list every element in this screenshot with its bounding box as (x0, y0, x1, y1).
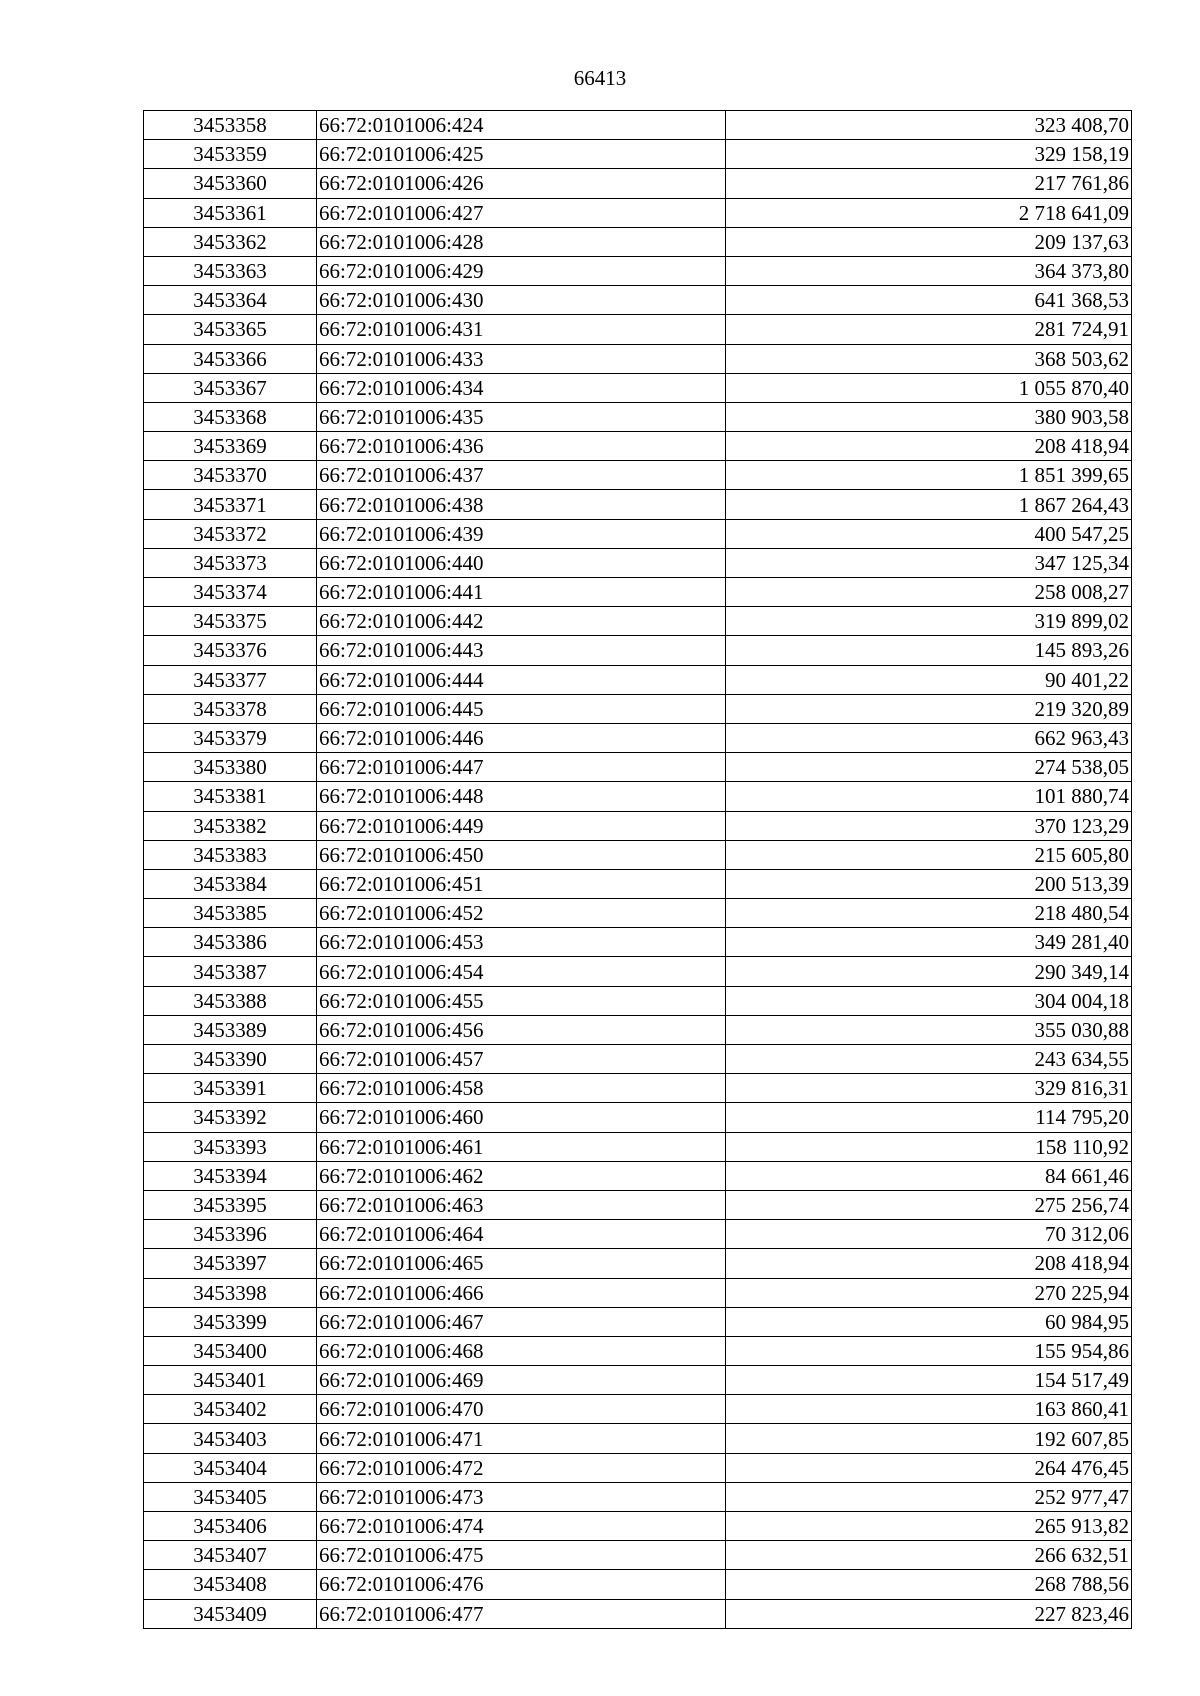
cadastral-value-cell: 219 320,89 (726, 694, 1132, 723)
cadastral-number-cell: 66:72:0101006:448 (317, 782, 726, 811)
cadastral-number-cell: 66:72:0101006:462 (317, 1161, 726, 1190)
cadastral-number-cell: 66:72:0101006:446 (317, 723, 726, 752)
cadastral-number-cell: 66:72:0101006:449 (317, 811, 726, 840)
table-row (144, 461, 1132, 490)
cadastral-number-cell: 66:72:0101006:467 (317, 1307, 726, 1336)
cadastral-value-cell: 281 724,91 (726, 315, 1132, 344)
record-number-cell: 3453407 (144, 1541, 317, 1570)
cadastral-number-cell: 66:72:0101006:450 (317, 840, 726, 869)
cadastral-value-cell: 101 880,74 (726, 782, 1132, 811)
cadastral-value-cell: 268 788,56 (726, 1570, 1132, 1599)
cadastral-value-cell: 266 632,51 (726, 1541, 1132, 1570)
cadastral-value-cell: 84 661,46 (726, 1161, 1132, 1190)
record-number-cell: 3453376 (144, 636, 317, 665)
cadastral-value-cell: 323 408,70 (726, 111, 1132, 140)
record-number-cell: 3453361 (144, 198, 317, 227)
table-row (144, 1161, 1132, 1190)
record-number-cell: 3453375 (144, 607, 317, 636)
record-number-cell: 3453367 (144, 373, 317, 402)
record-number-cell: 3453392 (144, 1103, 317, 1132)
cadastral-value-cell: 200 513,39 (726, 869, 1132, 898)
cadastral-number-cell: 66:72:0101006:455 (317, 986, 726, 1015)
cadastral-value-cell: 1 867 264,43 (726, 490, 1132, 519)
cadastral-value-cell: 208 418,94 (726, 1249, 1132, 1278)
cadastral-number-cell: 66:72:0101006:424 (317, 111, 726, 140)
record-number-cell: 3453360 (144, 169, 317, 198)
table-row (144, 286, 1132, 315)
table-row (144, 869, 1132, 898)
table-row (144, 1103, 1132, 1132)
table-row (144, 578, 1132, 607)
table-row (144, 1599, 1132, 1628)
table-row (144, 1570, 1132, 1599)
record-number-cell: 3453370 (144, 461, 317, 490)
cadastral-value-cell: 154 517,49 (726, 1366, 1132, 1395)
cadastral-value-cell: 1 851 399,65 (726, 461, 1132, 490)
record-number-cell: 3453374 (144, 578, 317, 607)
record-number-cell: 3453383 (144, 840, 317, 869)
cadastral-number-cell: 66:72:0101006:429 (317, 256, 726, 285)
table-body (144, 111, 1132, 1629)
record-number-cell: 3453365 (144, 315, 317, 344)
cadastral-number-cell: 66:72:0101006:427 (317, 198, 726, 227)
table-row (144, 1249, 1132, 1278)
cadastral-number-cell: 66:72:0101006:473 (317, 1482, 726, 1511)
record-number-cell: 3453359 (144, 140, 317, 169)
cadastral-value-cell: 304 004,18 (726, 986, 1132, 1015)
record-number-cell: 3453394 (144, 1161, 317, 1190)
cadastral-value-cell: 1 055 870,40 (726, 373, 1132, 402)
cadastral-number-cell: 66:72:0101006:436 (317, 432, 726, 461)
table-row (144, 753, 1132, 782)
table-row (144, 169, 1132, 198)
record-number-cell: 3453384 (144, 869, 317, 898)
record-number-cell: 3453408 (144, 1570, 317, 1599)
cadastral-number-cell: 66:72:0101006:444 (317, 665, 726, 694)
cadastral-value-cell: 155 954,86 (726, 1336, 1132, 1365)
record-number-cell: 3453391 (144, 1074, 317, 1103)
cadastral-value-cell: 319 899,02 (726, 607, 1132, 636)
cadastral-number-cell: 66:72:0101006:461 (317, 1132, 726, 1161)
record-number-cell: 3453400 (144, 1336, 317, 1365)
cadastral-number-cell: 66:72:0101006:434 (317, 373, 726, 402)
cadastral-number-cell: 66:72:0101006:451 (317, 869, 726, 898)
record-number-cell: 3453399 (144, 1307, 317, 1336)
record-number-cell: 3453405 (144, 1482, 317, 1511)
table-row (144, 723, 1132, 752)
cadastral-value-cell: 275 256,74 (726, 1190, 1132, 1219)
cadastral-value-cell: 329 158,19 (726, 140, 1132, 169)
cadastral-number-cell: 66:72:0101006:476 (317, 1570, 726, 1599)
record-number-cell: 3453397 (144, 1249, 317, 1278)
cadastral-number-cell: 66:72:0101006:443 (317, 636, 726, 665)
cadastral-number-cell: 66:72:0101006:471 (317, 1424, 726, 1453)
cadastral-value-cell: 329 816,31 (726, 1074, 1132, 1103)
cadastral-value-cell: 274 538,05 (726, 753, 1132, 782)
cadastral-value-cell: 243 634,55 (726, 1045, 1132, 1074)
cadastral-value-cell: 290 349,14 (726, 957, 1132, 986)
table-row (144, 344, 1132, 373)
record-number-cell: 3453363 (144, 256, 317, 285)
table-row (144, 811, 1132, 840)
table-row (144, 519, 1132, 548)
cadastral-number-cell: 66:72:0101006:439 (317, 519, 726, 548)
table-row (144, 1220, 1132, 1249)
cadastral-number-cell: 66:72:0101006:463 (317, 1190, 726, 1219)
record-number-cell: 3453385 (144, 899, 317, 928)
cadastral-value-cell: 60 984,95 (726, 1307, 1132, 1336)
record-number-cell: 3453358 (144, 111, 317, 140)
cadastral-number-cell: 66:72:0101006:430 (317, 286, 726, 315)
record-number-cell: 3453389 (144, 1015, 317, 1044)
cadastral-number-cell: 66:72:0101006:431 (317, 315, 726, 344)
cadastral-value-cell: 70 312,06 (726, 1220, 1132, 1249)
cadastral-value-cell: 192 607,85 (726, 1424, 1132, 1453)
table-row (144, 957, 1132, 986)
table-row (144, 432, 1132, 461)
table-row (144, 402, 1132, 431)
table-row (144, 1395, 1132, 1424)
cadastral-number-cell: 66:72:0101006:453 (317, 928, 726, 957)
table-row (144, 928, 1132, 957)
cadastral-value-cell: 355 030,88 (726, 1015, 1132, 1044)
record-number-cell: 3453393 (144, 1132, 317, 1161)
table-row (144, 373, 1132, 402)
table-row (144, 665, 1132, 694)
table-row (144, 899, 1132, 928)
table-row (144, 315, 1132, 344)
cadastral-value-cell: 662 963,43 (726, 723, 1132, 752)
table-row (144, 111, 1132, 140)
record-number-cell: 3453387 (144, 957, 317, 986)
cadastral-number-cell: 66:72:0101006:466 (317, 1278, 726, 1307)
cadastral-number-cell: 66:72:0101006:425 (317, 140, 726, 169)
cadastral-number-cell: 66:72:0101006:445 (317, 694, 726, 723)
record-number-cell: 3453366 (144, 344, 317, 373)
record-number-cell: 3453398 (144, 1278, 317, 1307)
cadastral-number-cell: 66:72:0101006:426 (317, 169, 726, 198)
cadastral-number-cell: 66:72:0101006:454 (317, 957, 726, 986)
record-number-cell: 3453379 (144, 723, 317, 752)
table-row (144, 1336, 1132, 1365)
record-number-cell: 3453364 (144, 286, 317, 315)
record-number-cell: 3453380 (144, 753, 317, 782)
cadastral-number-cell: 66:72:0101006:452 (317, 899, 726, 928)
table-row (144, 607, 1132, 636)
cadastral-number-cell: 66:72:0101006:464 (317, 1220, 726, 1249)
table-row (144, 1307, 1132, 1336)
cadastral-value-cell: 215 605,80 (726, 840, 1132, 869)
table-row (144, 548, 1132, 577)
cadastral-number-cell: 66:72:0101006:468 (317, 1336, 726, 1365)
record-number-cell: 3453373 (144, 548, 317, 577)
record-number-cell: 3453372 (144, 519, 317, 548)
record-number-cell: 3453377 (144, 665, 317, 694)
table-row (144, 694, 1132, 723)
table-row (144, 256, 1132, 285)
table-row (144, 840, 1132, 869)
record-number-cell: 3453402 (144, 1395, 317, 1424)
table-row (144, 986, 1132, 1015)
cadastral-number-cell: 66:72:0101006:460 (317, 1103, 726, 1132)
cadastral-number-cell: 66:72:0101006:474 (317, 1512, 726, 1541)
cadastral-number-cell: 66:72:0101006:470 (317, 1395, 726, 1424)
cadastral-number-cell: 66:72:0101006:457 (317, 1045, 726, 1074)
cadastral-value-cell: 270 225,94 (726, 1278, 1132, 1307)
cadastral-value-cell: 114 795,20 (726, 1103, 1132, 1132)
cadastral-number-cell: 66:72:0101006:458 (317, 1074, 726, 1103)
cadastral-number-cell: 66:72:0101006:437 (317, 461, 726, 490)
record-number-cell: 3453406 (144, 1512, 317, 1541)
cadastral-number-cell: 66:72:0101006:456 (317, 1015, 726, 1044)
cadastral-number-cell: 66:72:0101006:477 (317, 1599, 726, 1628)
cadastral-value-cell: 208 418,94 (726, 432, 1132, 461)
cadastral-value-cell: 265 913,82 (726, 1512, 1132, 1541)
record-number-cell: 3453382 (144, 811, 317, 840)
record-number-cell: 3453390 (144, 1045, 317, 1074)
cadastral-value-cell: 370 123,29 (726, 811, 1132, 840)
cadastral-value-cell: 641 368,53 (726, 286, 1132, 315)
cadastral-number-cell: 66:72:0101006:472 (317, 1453, 726, 1482)
record-number-cell: 3453378 (144, 694, 317, 723)
cadastral-number-cell: 66:72:0101006:442 (317, 607, 726, 636)
cadastral-value-table (143, 110, 1132, 1629)
cadastral-value-cell: 368 503,62 (726, 344, 1132, 373)
table-row (144, 198, 1132, 227)
cadastral-value-cell: 209 137,63 (726, 227, 1132, 256)
record-number-cell: 3453386 (144, 928, 317, 957)
table-row (144, 227, 1132, 256)
cadastral-number-cell: 66:72:0101006:469 (317, 1366, 726, 1395)
table-row (144, 636, 1132, 665)
cadastral-value-cell: 163 860,41 (726, 1395, 1132, 1424)
cadastral-number-cell: 66:72:0101006:465 (317, 1249, 726, 1278)
table-row (144, 1541, 1132, 1570)
table-row (144, 490, 1132, 519)
record-number-cell: 3453369 (144, 432, 317, 461)
cadastral-value-cell: 264 476,45 (726, 1453, 1132, 1482)
cadastral-value-cell: 252 977,47 (726, 1482, 1132, 1511)
record-number-cell: 3453404 (144, 1453, 317, 1482)
cadastral-value-cell: 218 480,54 (726, 899, 1132, 928)
record-number-cell: 3453409 (144, 1599, 317, 1628)
cadastral-number-cell: 66:72:0101006:435 (317, 402, 726, 431)
table-row (144, 782, 1132, 811)
cadastral-value-cell: 2 718 641,09 (726, 198, 1132, 227)
cadastral-value-cell: 258 008,27 (726, 578, 1132, 607)
table-row (144, 1045, 1132, 1074)
cadastral-value-cell: 347 125,34 (726, 548, 1132, 577)
table-row (144, 1132, 1132, 1161)
cadastral-value-cell: 380 903,58 (726, 402, 1132, 431)
table-row (144, 1074, 1132, 1103)
cadastral-value-cell: 217 761,86 (726, 169, 1132, 198)
table-row (144, 1015, 1132, 1044)
record-number-cell: 3453368 (144, 402, 317, 431)
cadastral-number-cell: 66:72:0101006:447 (317, 753, 726, 782)
table-row (144, 1453, 1132, 1482)
cadastral-number-cell: 66:72:0101006:433 (317, 344, 726, 373)
cadastral-value-cell: 145 893,26 (726, 636, 1132, 665)
cadastral-value-cell: 400 547,25 (726, 519, 1132, 548)
table-row (144, 1366, 1132, 1395)
cadastral-value-cell: 158 110,92 (726, 1132, 1132, 1161)
cadastral-number-cell: 66:72:0101006:438 (317, 490, 726, 519)
cadastral-value-cell: 364 373,80 (726, 256, 1132, 285)
record-number-cell: 3453401 (144, 1366, 317, 1395)
table-row (144, 140, 1132, 169)
cadastral-number-cell: 66:72:0101006:440 (317, 548, 726, 577)
record-number-cell: 3453403 (144, 1424, 317, 1453)
record-number-cell: 3453371 (144, 490, 317, 519)
cadastral-value-cell: 90 401,22 (726, 665, 1132, 694)
table-row (144, 1190, 1132, 1219)
record-number-cell: 3453395 (144, 1190, 317, 1219)
page-number: 66413 (573, 66, 627, 90)
table-row (144, 1482, 1132, 1511)
table-row (144, 1424, 1132, 1453)
record-number-cell: 3453388 (144, 986, 317, 1015)
table-row (144, 1278, 1132, 1307)
cadastral-number-cell: 66:72:0101006:441 (317, 578, 726, 607)
cadastral-number-cell: 66:72:0101006:428 (317, 227, 726, 256)
record-number-cell: 3453381 (144, 782, 317, 811)
table-row (144, 1512, 1132, 1541)
record-number-cell: 3453396 (144, 1220, 317, 1249)
cadastral-value-cell: 227 823,46 (726, 1599, 1132, 1628)
record-number-cell: 3453362 (144, 227, 317, 256)
cadastral-value-cell: 349 281,40 (726, 928, 1132, 957)
cadastral-number-cell: 66:72:0101006:475 (317, 1541, 726, 1570)
